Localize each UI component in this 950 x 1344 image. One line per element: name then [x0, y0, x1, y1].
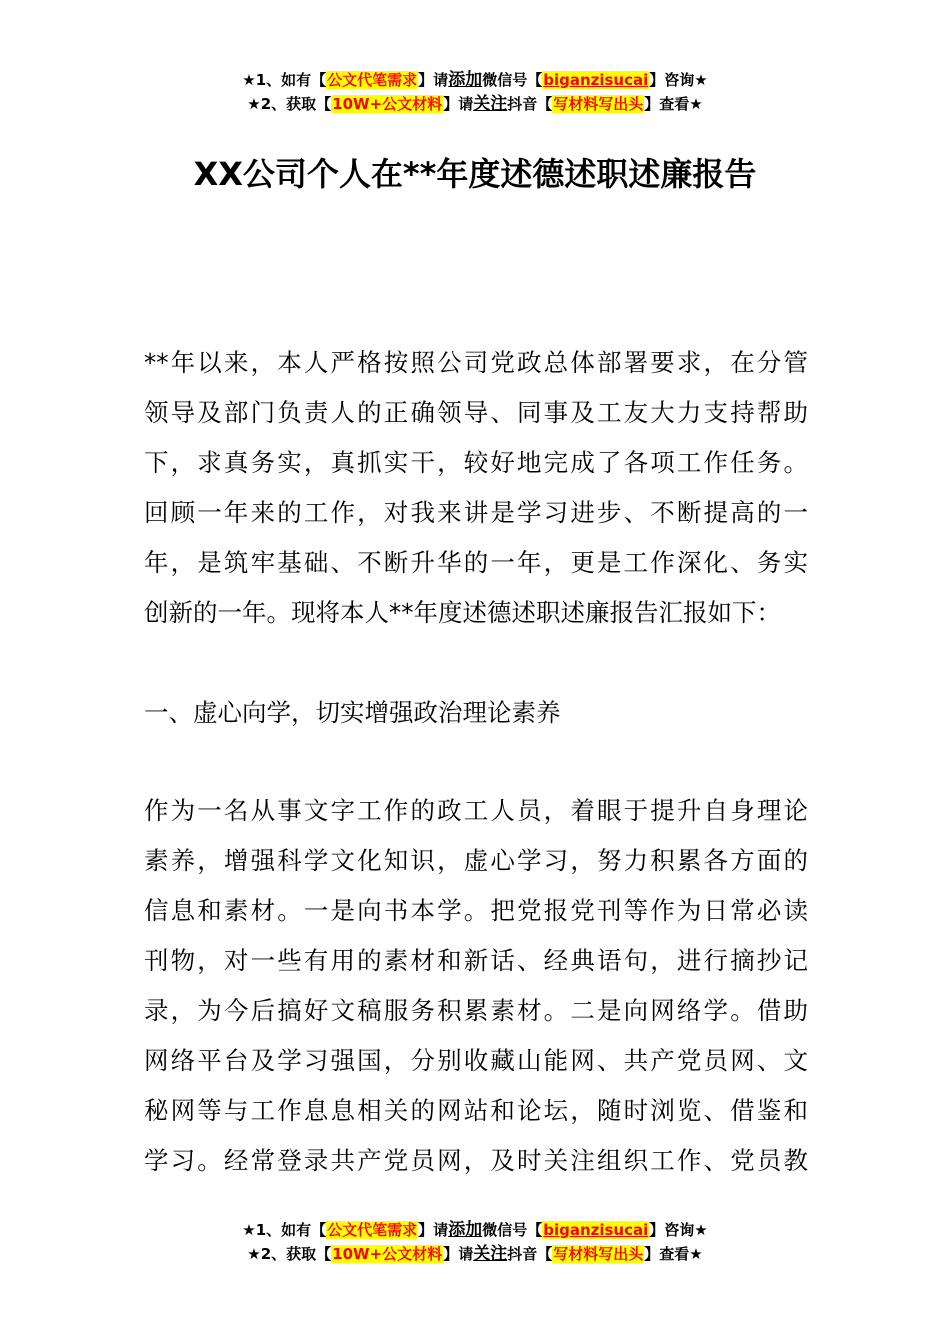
promo-highlight-materials: 10W+公文材料	[332, 95, 443, 113]
paragraph-line: 录，为今后搞好文稿服务积累素材。二是向网络学。借助	[144, 996, 808, 1025]
paragraph-line: 秘网等与工作息息相关的网站和论坛，随时浏览、借鉴和	[144, 1096, 808, 1125]
promo-text: 微信号【	[482, 71, 543, 89]
promo-emphasis: 添加	[448, 70, 483, 90]
promo-text: 】查看★	[644, 95, 703, 113]
promo-wechat-id: biganzisucai	[543, 1221, 649, 1239]
promo-text: 抖音【	[507, 95, 553, 113]
document-title: XX公司个人在**年度述德述职述廉报告	[193, 155, 757, 193]
footer-promo-line-2	[0, 1242, 950, 1266]
paragraph-line: 创新的一年。现将本人**年度述德述职述廉报告汇报如下：	[144, 598, 781, 627]
paragraph-line: 刊物，对一些有用的素材和新话、经典语句，进行摘抄记	[144, 946, 808, 975]
paragraph-line: 信息和素材。一是向书本学。把党报党刊等作为日常必读	[144, 896, 808, 925]
promo-douyin-account: 写材料写出头	[553, 95, 644, 113]
section-heading-1	[144, 688, 808, 738]
footer-promo-banner	[0, 1218, 950, 1266]
paragraph-line: 作为一名从事文字工作的政工人员，着眼于提升自身理论	[144, 796, 808, 825]
paragraph-line: 学习。经常登录共产党员网，及时关注组织工作、党员教	[144, 1146, 808, 1175]
promo-text: ★2、获取【	[247, 1245, 332, 1263]
promo-douyin-account: 写材料写出头	[553, 1245, 644, 1263]
paragraph-line: 素养，增强科学文化知识，虚心学习，努力积累各方面的	[144, 846, 808, 875]
section-heading-text: 一、虚心向学，切实增强政治理论素养	[144, 698, 561, 727]
promo-highlight-service: 公文代笔需求	[327, 71, 418, 89]
promo-text: 】查看★	[644, 1245, 703, 1263]
header-promo-banner	[0, 68, 950, 116]
promo-text: 微信号【	[482, 1221, 543, 1239]
paragraph-line: **年以来，本人严格按照公司党政总体部署要求，在分管	[144, 348, 808, 377]
promo-text: 】请	[418, 1221, 449, 1239]
promo-highlight-service: 公文代笔需求	[327, 1221, 418, 1239]
promo-emphasis: 关注	[473, 94, 508, 114]
paragraph-line: 年，是筑牢基础、不断升华的一年，更是工作深化、务实	[144, 548, 808, 577]
promo-text: 抖音【	[507, 1245, 553, 1263]
promo-text: ★2、获取【	[247, 95, 332, 113]
promo-text: ★1、如有【	[242, 71, 327, 89]
promo-highlight-materials: 10W+公文材料	[332, 1245, 443, 1263]
promo-text: 】请	[443, 95, 474, 113]
paragraph-intro	[144, 338, 808, 638]
promo-text: 】咨询★	[649, 71, 708, 89]
promo-emphasis: 关注	[473, 1244, 508, 1264]
promo-wechat-id: biganzisucai	[543, 71, 649, 89]
promo-text: ★1、如有【	[242, 1221, 327, 1239]
promo-text: 】请	[418, 71, 449, 89]
paragraph-line: 领导及部门负责人的正确领导、同事及工友大力支持帮助	[144, 398, 808, 427]
paragraph-line: 回顾一年来的工作，对我来讲是学习进步、不断提高的一	[144, 498, 808, 527]
header-promo-line-2	[0, 92, 950, 116]
paragraph-line: 下，求真务实，真抓实干，较好地完成了各项工作任务。	[144, 448, 808, 477]
paragraph-study	[144, 786, 808, 1186]
promo-text: 】请	[443, 1245, 474, 1263]
footer-promo-line-1	[0, 1218, 950, 1242]
promo-text: 】咨询★	[649, 1221, 708, 1239]
header-promo-line-1	[0, 68, 950, 92]
paragraph-line: 网络平台及学习强国，分别收藏山能网、共产党员网、文	[144, 1046, 808, 1075]
promo-emphasis: 添加	[448, 1220, 483, 1240]
